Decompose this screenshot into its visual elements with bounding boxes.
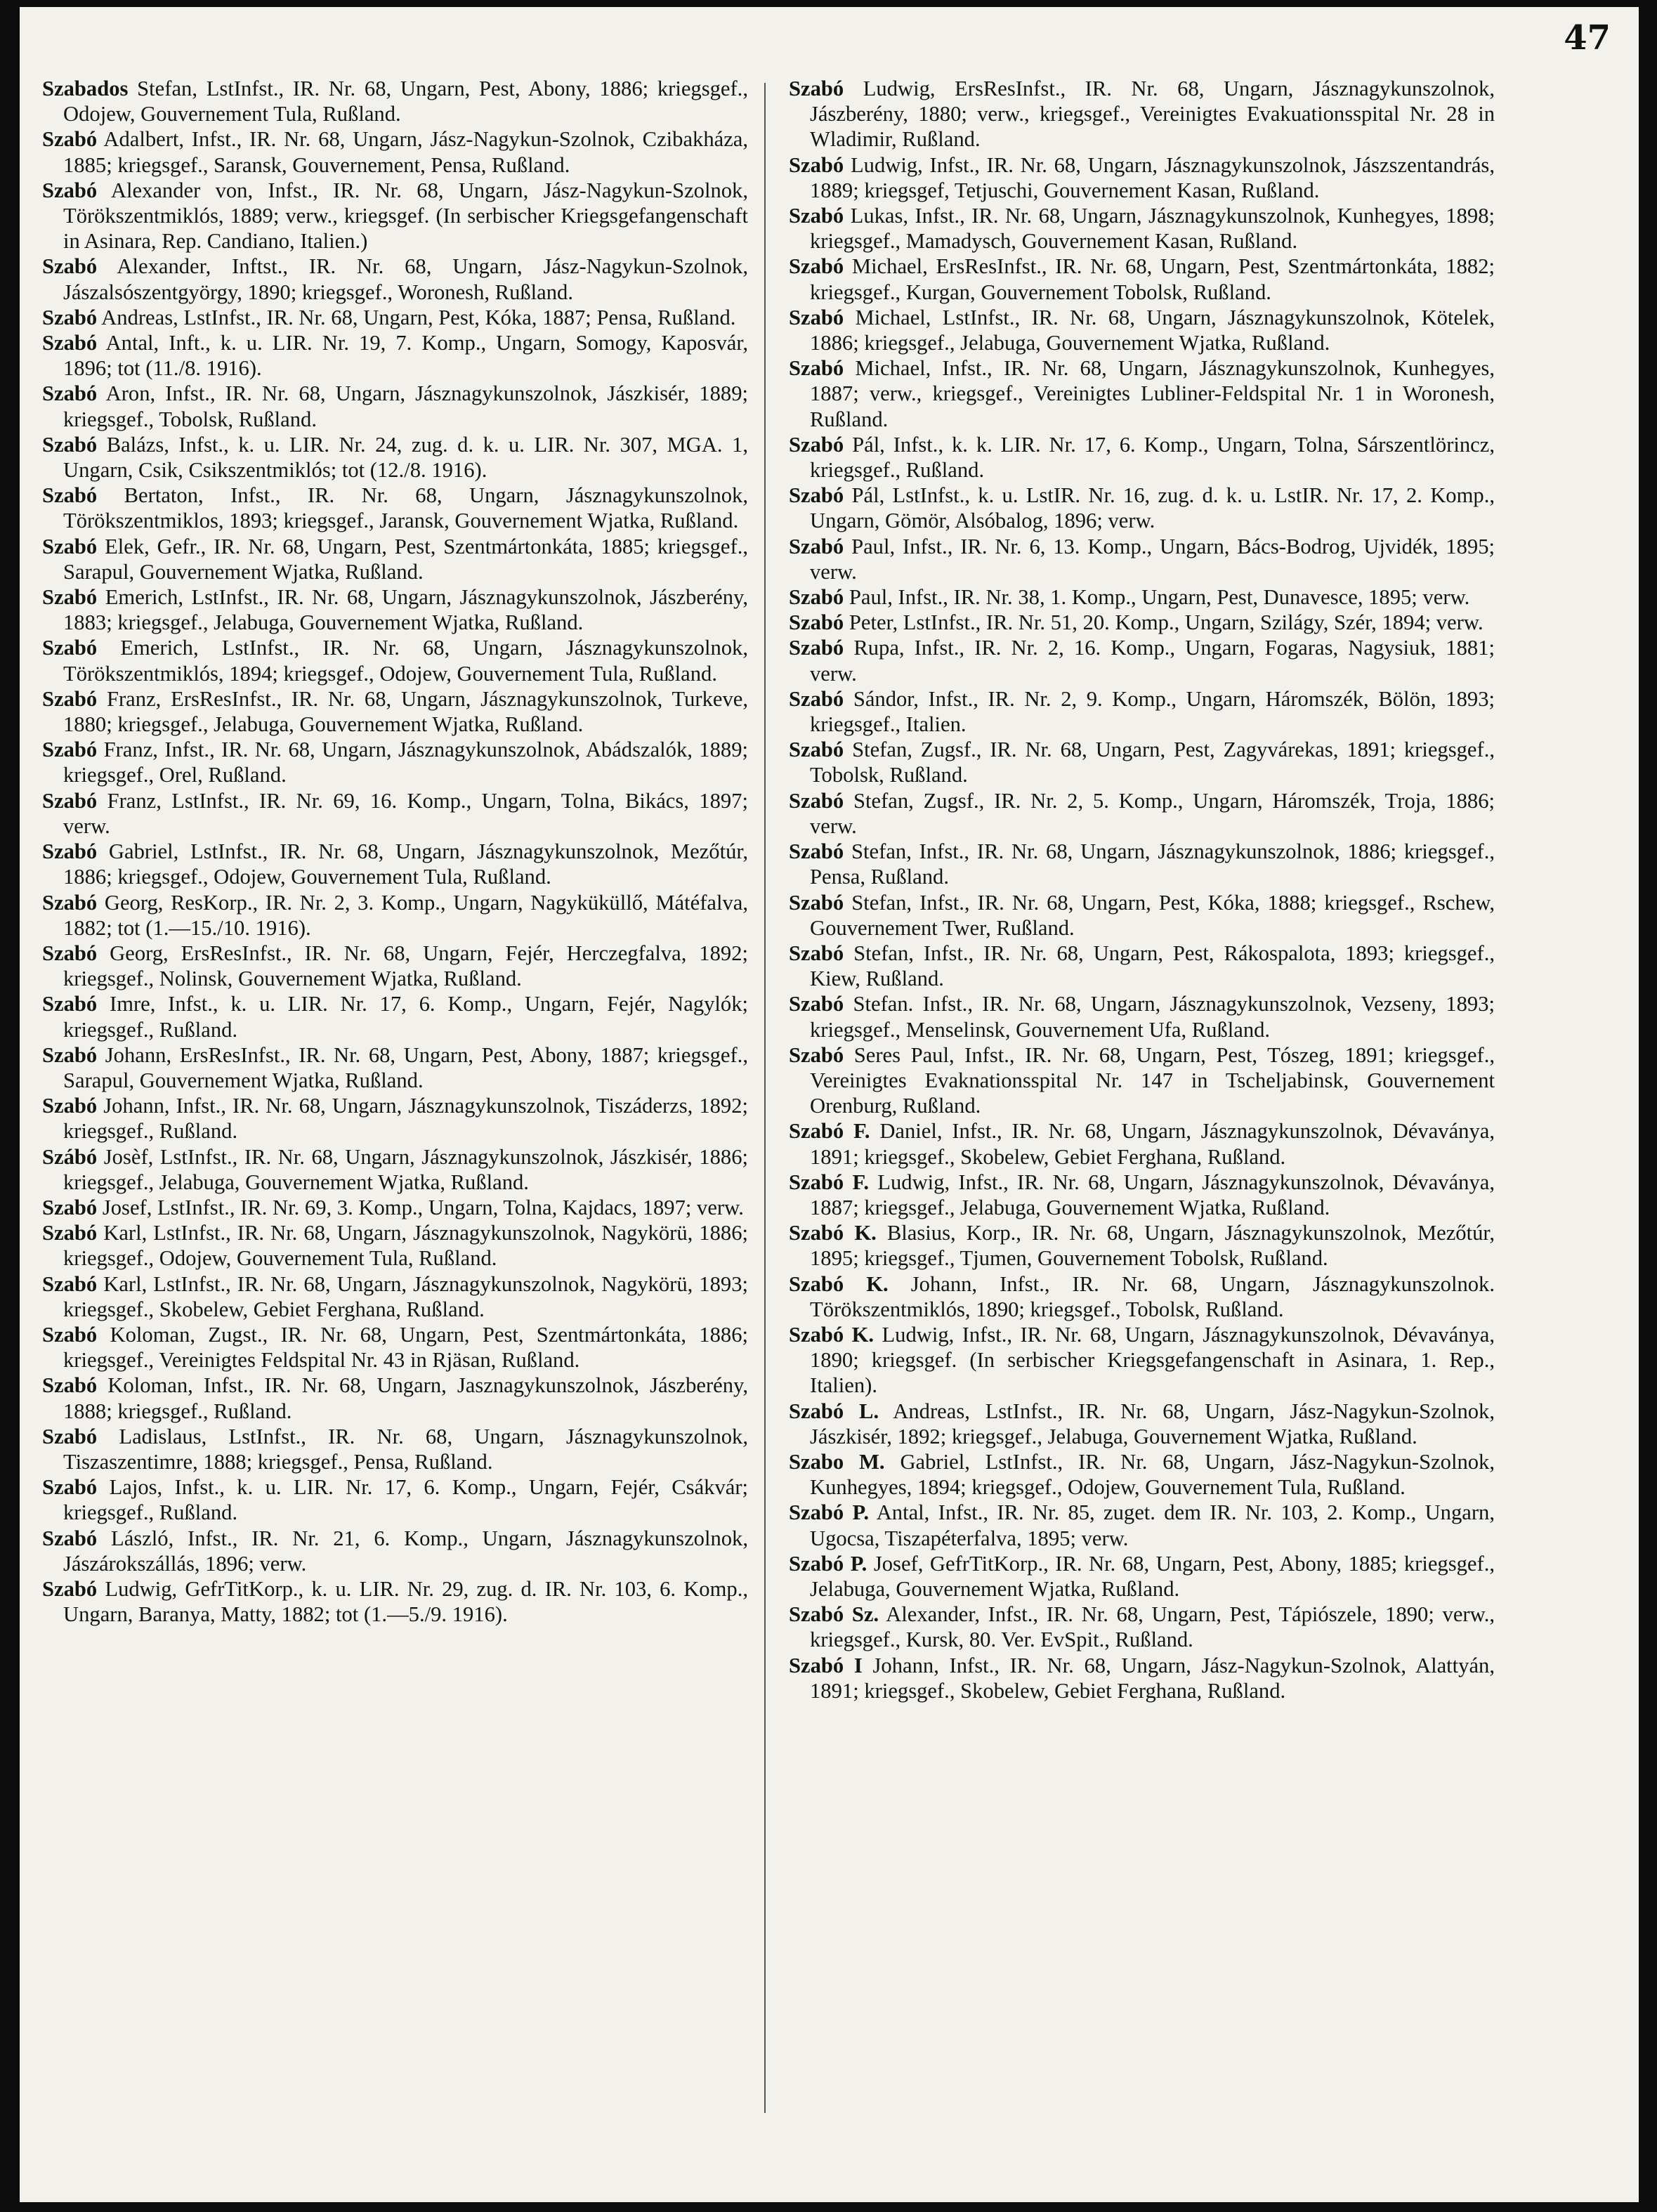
entry-surname: Szabó [789, 738, 844, 762]
entry-details: Josef, LstInfst., IR. Nr. 69, 3. Komp., Ungarn, Tolna, Kajdacs, 1897; verw. [102, 1195, 744, 1219]
entry-surname: Szábó [42, 1144, 98, 1169]
entry-details: Stefan, Infst., IR. Nr. 68, Ungarn, Pest, Kóka, 1888; kriegsgef., Rschew, Gouvernement Twer, Rußland. [810, 890, 1495, 940]
entry-surname: Szabó [42, 483, 98, 508]
entry-details: Seres Paul, Infst., IR. Nr. 68, Ungarn, Pest, Tószeg, 1891; kriegsgef., Vereinigtes Evaknationsspital Nr. 147 in Tscheljabinsk, Gouvernement Orenburg, Rußland. [810, 1042, 1495, 1118]
entry-surname: Szabó [789, 305, 844, 329]
page-number: 47 [1564, 18, 1611, 58]
entry-surname: Szabó [42, 381, 98, 406]
entry-details: Ludwig, GefrTitKorp., k. u. LIR. Nr. 29, zug. d. IR. Nr. 103, 6. Komp., Ungarn, Baranya, Matty, 1882; tot (1.—5./9. 1916). [63, 1576, 748, 1627]
entry-surname: Szabó [42, 636, 98, 660]
entry-details: Koloman, Zugst., IR. Nr. 68, Ungarn, Pest, Szentmártonkáta, 1886; kriegsgef., Vereinigtes Feldspital Nr. 43 in Rjäsan, Rußland. [63, 1322, 748, 1373]
entry-surname: Szabó [42, 686, 98, 711]
entry-details: Ludwig, ErsResInfst., IR. Nr. 68, Ungarn, Jásznagykunszolnok, Jászberény, 1880; verw., kriegsgef., Vereinigtes Evakuationsspital Nr. 28 in Wladimir, Rußland. [810, 77, 1495, 152]
entry-details: Franz, Infst., IR. Nr. 68, Ungarn, Jásznagykunszolnok, Abádszalók, 1889; kriegsgef., Orel, Rußland. [63, 738, 748, 787]
entry-surname: Szabó [789, 152, 844, 177]
entry-surname: Szabó [42, 331, 98, 355]
entry-surname: Szabó [789, 585, 844, 610]
entry-details: Paul, Infst., IR. Nr. 38, 1. Komp., Ungarn, Pest, Dunavesce, 1895; verw. [849, 585, 1470, 610]
list-entry [789, 76, 1495, 152]
left-column [42, 76, 748, 1627]
entry-details: Alexander, Inftst., IR. Nr. 68, Ungarn, Jász-Nagykun-Szolnok, Jászalsószentgyörgy, 1890; kriegsgef., Woronesh, Rußland. [63, 254, 748, 304]
list-entry [789, 355, 1495, 432]
entry-surname: Szabó [789, 432, 844, 457]
entry-details: Franz, ErsResInfst., IR. Nr. 68, Ungarn, Jásznagykunszolnok, Turkeve, 1880; kriegsgef., Jelabuga, Gouvernement Wjatka, Rußland. [63, 686, 748, 737]
list-entry [42, 1195, 748, 1220]
entry-surname: Szabó [42, 1195, 98, 1219]
entry-surname: Szabo M. [789, 1449, 885, 1474]
entry-details: Imre, Infst., k. u. LIR. Nr. 17, 6. Komp., Ungarn, Fejér, Nagylók; kriegsgef., Rußland. [63, 992, 749, 1042]
list-entry [42, 941, 748, 991]
entry-surname: Szabó [789, 356, 844, 381]
entry-surname: Szabó P. [789, 1500, 870, 1525]
entry-surname: Szabó Sz. [789, 1602, 879, 1627]
entry-surname: Szabó [42, 1042, 98, 1067]
entry-surname: Szabó [42, 1094, 98, 1118]
list-entry [42, 1526, 748, 1576]
list-entry [789, 1322, 1495, 1399]
list-entry [42, 635, 748, 686]
entry-surname: Szabó [42, 788, 98, 813]
list-entry [42, 890, 748, 941]
entry-surname: Szabó [789, 788, 844, 813]
entry-details: Josèf, LstInfst., IR. Nr. 68, Ungarn, Jásznagykunszolnok, Jászkisér, 1886; kriegsgef., Jelabuga, Gouvernement Wjatka, Rußland. [63, 1144, 748, 1194]
list-entry [42, 1220, 748, 1271]
list-entry [42, 686, 748, 737]
list-entry [789, 1399, 1495, 1449]
entry-details: Josef, GefrTitKorp., IR. Nr. 68, Ungarn, Pest, Abony, 1885; kriegsgef., Jelabuga, Gouvernement Wjatka, Rußland. [810, 1551, 1495, 1601]
list-entry [789, 610, 1495, 635]
list-entry [789, 1653, 1495, 1703]
entry-details: Ludwig, Infst., IR. Nr. 68, Ungarn, Jásznagykunszolnok, Dévaványa, 1890; kriegsgef. (In serbischer Kriegsgefangenschaft in Asinara, 1. Rep., Italien). [810, 1322, 1495, 1398]
entry-surname: Szabó [789, 992, 844, 1016]
list-entry [789, 1602, 1495, 1652]
entry-surname: Szabó [42, 1221, 98, 1245]
entry-details: Stefan. Infst., IR. Nr. 68, Ungarn, Jásznagykunszolnok, Vezseny, 1893; kriegsgef., Menselinsk, Gouvernement Ufa, Rußland. [810, 992, 1495, 1042]
entry-surname: Szabó [42, 1373, 98, 1398]
entry-surname: Szabó K. [789, 1221, 877, 1245]
list-entry [789, 584, 1495, 610]
list-entry [789, 1220, 1495, 1271]
entry-details: Johann, ErsResInfst., IR. Nr. 68, Ungarn, Pest, Abony, 1887; kriegsgef., Sarapul, Gouvernement Wjatka, Rußland. [63, 1042, 748, 1092]
entry-details: Gabriel, LstInfst., IR. Nr. 68, Ungarn, Jásznagykunszolnok, Mezőtúr, 1886; kriegsgef., Odojew, Gouvernement Tula, Rußland. [63, 839, 748, 889]
entry-details: László, Infst., IR. Nr. 21, 6. Komp., Ungarn, Jásznagykunszolnok, Jászárokszállás, 1896; verw. [63, 1526, 749, 1576]
entry-details: Georg, ErsResInfst., IR. Nr. 68, Ungarn, Fejér, Herczegfalva, 1892; kriegsgef., Nolinsk, Gouvernement Wjatka, Rußland. [63, 941, 748, 991]
entry-details: Karl, LstInfst., IR. Nr. 68, Ungarn, Jásznagykunszolnok, Nagykörü, 1886; kriegsgef., Odojew, Gouvernement Tula, Rußland. [63, 1221, 748, 1271]
entry-details: Johann, Infst., IR. Nr. 68, Ungarn, Jász-Nagykun-Szolnok, Alattyán, 1891; kriegsgef., Skobelew, Gebiet Ferghana, Rußland. [810, 1653, 1495, 1703]
entry-details: Rupa, Infst., IR. Nr. 2, 16. Komp., Ungarn, Fogaras, Nagysiuk, 1881; verw. [810, 636, 1495, 686]
entry-details: Aron, Infst., IR. Nr. 68, Ungarn, Jásznagykunszolnok, Jászkisér, 1889; kriegsgef., Tobolsk, Rußland. [63, 381, 748, 431]
entry-details: Koloman, Infst., IR. Nr. 68, Ungarn, Jasznagykunszolnok, Jászberény, 1888; kriegsgef., Rußland. [63, 1373, 748, 1423]
entry-surname: Szabó P. [789, 1551, 867, 1576]
entry-details: Alexander von, Infst., IR. Nr. 68, Ungarn, Jász-Nagykun-Szolnok, Törökszentmiklós, 1889; verw., kriegsgef. (In serbischer Kriegsgefangenschaft in Asinara, Rep. Candiano, Italien.) [63, 178, 748, 254]
entry-surname: Szabó [42, 1424, 98, 1448]
entry-surname: Szabó [42, 738, 98, 762]
entry-surname: Szabó [42, 992, 98, 1016]
entry-details: Sándor, Infst., IR. Nr. 2, 9. Komp., Ungarn, Háromszék, Bölön, 1893; kriegsgef., Italien. [810, 686, 1495, 737]
document-page [20, 7, 1639, 2202]
entry-surname: Szabó F. [789, 1119, 870, 1144]
entry-details: Stefan, LstInfst., IR. Nr. 68, Ungarn, Pest, Abony, 1886; kriegsgef., Odojew, Gouvernement Tula, Rußland. [63, 77, 748, 126]
list-entry [42, 584, 748, 635]
entry-surname: Szabó [42, 1271, 98, 1296]
entry-surname: Szabó [42, 941, 98, 965]
list-entry [42, 1474, 748, 1525]
list-entry [42, 1576, 748, 1627]
entry-surname: Szabó I [789, 1653, 863, 1677]
entry-surname: Szabó [789, 483, 844, 508]
list-entry [789, 839, 1495, 889]
entry-details: Andreas, LstInfst., IR. Nr. 68, Ungarn, Pest, Kóka, 1887; Pensa, Rußland. [101, 305, 736, 329]
list-entry [42, 1424, 748, 1474]
entry-surname: Szabó [42, 178, 98, 202]
entry-surname: Szabó [42, 432, 98, 457]
entry-details: Gabriel, LstInfst., IR. Nr. 68, Ungarn, Jász-Nagykun-Szolnok, Kunhegyes, 1894; kriegsgef., Odojew, Gouvernement Tula, Rußland. [810, 1449, 1495, 1500]
list-entry [42, 432, 748, 483]
list-entry [42, 1373, 748, 1423]
entry-surname: Szabó [42, 1576, 98, 1601]
entry-surname: Szabó [42, 839, 98, 864]
entry-details: Michael, Infst., IR. Nr. 68, Ungarn, Jásznagykunszolnok, Kunhegyes, 1887; verw., kriegsgef., Vereinigtes Lubliner-Feldspital Nr. 1 in Woronesh, Rußland. [810, 356, 1495, 431]
entry-details: Johann, Infst., IR. Nr. 68, Ungarn, Jásznagykunszolnok. Törökszentmiklós, 1890; kriegsgef., Tobolsk, Rußland. [810, 1271, 1495, 1321]
entry-details: Alexander, Infst., IR. Nr. 68, Ungarn, Pest, Tápiószele, 1890; verw., kriegsgef., Kursk, 80. Ver. EvSpit., Rußland. [810, 1602, 1495, 1652]
entry-surname: Szabó [789, 204, 844, 228]
entry-surname: Szabó K. [789, 1271, 889, 1296]
entry-surname: Szabó [789, 254, 844, 279]
entry-details: Franz, LstInfst., IR. Nr. 69, 16. Komp., Ungarn, Tolna, Bikács, 1897; verw. [63, 788, 748, 838]
entry-details: Paul, Infst., IR. Nr. 6, 13. Komp., Ungarn, Bács-Bodrog, Ujvidék, 1895; verw. [810, 534, 1495, 584]
list-entry [789, 534, 1495, 584]
entry-surname: Szabó [789, 1042, 844, 1067]
entry-surname: Szabó [789, 839, 844, 864]
list-entry [789, 1170, 1495, 1220]
list-entry [789, 686, 1495, 737]
entry-surname: Szabó [789, 686, 844, 711]
list-entry [42, 178, 748, 254]
list-entry [42, 1271, 748, 1322]
list-entry [42, 1042, 748, 1093]
list-entry [789, 1500, 1495, 1550]
entry-details: Lajos, Infst., k. u. LIR. Nr. 17, 6. Komp., Ungarn, Fejér, Csákvár; kriegsgef., Rußland. [63, 1475, 749, 1525]
entry-details: Stefan, Infst., IR. Nr. 68, Ungarn, Pest, Rákospalota, 1893; kriegsgef., Kiew, Rußland. [810, 941, 1495, 991]
entry-surname: Szabó [42, 534, 98, 558]
list-entry [42, 126, 748, 177]
entry-surname: Szabó [789, 610, 844, 635]
list-entry [789, 890, 1495, 941]
entry-details: Antal, Inft., k. u. LIR. Nr. 19, 7. Komp., Ungarn, Somogy, Kaposvár, 1896; tot (11./8. 1916). [63, 331, 748, 381]
list-entry [42, 254, 748, 304]
list-entry [42, 1093, 748, 1144]
entry-details: Karl, LstInfst., IR. Nr. 68, Ungarn, Jásznagykunszolnok, Nagykörü, 1893; kriegsgef., Skobelew, Gebiet Ferghana, Rußland. [63, 1271, 748, 1321]
entry-details: Georg, ResKorp., IR. Nr. 2, 3. Komp., Ungarn, Nagyküküllő, Mátéfalva, 1882; tot (1.—15./10. 1916). [63, 890, 748, 940]
list-entry [42, 788, 748, 839]
entry-surname: Szabó [42, 1526, 98, 1550]
entry-details: Ladislaus, LstInfst., IR. Nr. 68, Ungarn, Jásznagykunszolnok, Tiszaszentimre, 1888; kriegsgef., Pensa, Rußland. [63, 1424, 748, 1474]
entry-details: Pál, Infst., k. k. LIR. Nr. 17, 6. Komp., Ungarn, Tolna, Sárszentlörincz, kriegsgef., Rußland. [810, 432, 1495, 483]
entry-surname: Szabó [789, 890, 844, 915]
list-entry [42, 1144, 748, 1195]
column-divider [764, 83, 766, 2113]
list-entry [789, 1042, 1495, 1119]
list-entry [42, 534, 748, 584]
list-entry [42, 991, 748, 1042]
entry-details: Antal, Infst., IR. Nr. 85, zuget. dem IR. Nr. 103, 2. Komp., Ungarn, Ugocsa, Tiszapéterfalva, 1895; verw. [810, 1500, 1495, 1550]
entry-details: Ludwig, Infst., IR. Nr. 68, Ungarn, Jásznagykunszolnok, Jászszentandrás, 1889; kriegsgef, Tetjuschi, Gouvernement Kasan, Rußland. [810, 152, 1495, 202]
entry-details: Pál, LstInfst., k. u. LstIR. Nr. 16, zug. d. k. u. LstIR. Nr. 17, 2. Komp., Ungarn, Gömör, Alsóbalog, 1896; verw. [810, 483, 1495, 533]
list-entry [789, 1551, 1495, 1602]
list-entry [789, 203, 1495, 254]
list-entry [42, 839, 748, 889]
entry-details: Johann, Infst., IR. Nr. 68, Ungarn, Jásznagykunszolnok, Tiszáderzs, 1892; kriegsgef., Rußland. [63, 1094, 749, 1144]
entry-surname: Szabó [789, 77, 844, 100]
list-entry [42, 1322, 748, 1373]
entry-surname: Szabó [789, 941, 844, 965]
entry-details: Blasius, Korp., IR. Nr. 68, Ungarn, Jásznagykunszolnok, Mezőtúr, 1895; kriegsgef., Tjumen, Gouvernement Tobolsk, Rußland. [810, 1221, 1495, 1271]
entry-details: Emerich, LstInfst., IR. Nr. 68, Ungarn, Jásznagykunszolnok, Jászberény, 1883; kriegsgef., Jelabuga, Gouvernement Wjatka, Rußland. [63, 585, 748, 635]
entry-surname: Szabó [42, 890, 98, 915]
list-entry [789, 1118, 1495, 1169]
entry-surname: Szabó [42, 127, 98, 152]
entry-details: Lukas, Infst., IR. Nr. 68, Ungarn, Jásznagykunszolnok, Kunhegyes, 1898; kriegsgef., Mamadysch, Gouvernement Kasan, Rußland. [810, 204, 1495, 254]
list-entry [789, 432, 1495, 483]
right-column [789, 76, 1495, 1703]
entry-surname: Szabó K. [789, 1322, 875, 1347]
entry-details: Ludwig, Infst., IR. Nr. 68, Ungarn, Jásznagykunszolnok, Dévaványa, 1887; kriegsgef., Jelabuga, Gouvernement Wjatka, Rußland. [810, 1170, 1495, 1219]
list-entry [42, 305, 748, 330]
entry-details: Stefan, Infst., IR. Nr. 68, Ungarn, Jásznagykunszolnok, 1886; kriegsgef., Pensa, Rußland. [810, 839, 1495, 889]
entry-surname: Szabó [42, 585, 98, 610]
entry-details: Adalbert, Infst., IR. Nr. 68, Ungarn, Jász-Nagykun-Szolnok, Czibakháza, 1885; kriegsgef., Saransk, Gouvernement, Pensa, Rußland. [63, 127, 749, 177]
entry-details: Daniel, Infst., IR. Nr. 68, Ungarn, Jásznagykunszolnok, Dévaványa, 1891; kriegsgef., Skobelew, Gebiet Ferghana, Rußland. [810, 1119, 1495, 1169]
entry-surname: Szabó [42, 1475, 98, 1500]
entry-details: Michael, ErsResInfst., IR. Nr. 68, Ungarn, Pest, Szentmártonkáta, 1882; kriegsgef., Kurgan, Gouvernement Tobolsk, Rußland. [810, 254, 1495, 304]
entry-details: Peter, LstInfst., IR. Nr. 51, 20. Komp., Ungarn, Szilágy, Szér, 1894; verw. [849, 610, 1484, 635]
entry-surname: Szabó [42, 254, 98, 279]
list-entry [789, 788, 1495, 839]
entry-surname: Szabó F. [789, 1170, 870, 1194]
entry-surname: Szabó [42, 305, 98, 329]
list-entry [789, 1449, 1495, 1500]
list-entry [42, 330, 748, 381]
list-entry [789, 991, 1495, 1042]
list-entry [42, 381, 748, 431]
list-entry [42, 76, 748, 126]
entry-details: Bertaton, Infst., IR. Nr. 68, Ungarn, Jásznagykunszolnok, Törökszentmiklos, 1893; kriegsgef., Jaransk, Gouvernement Wjatka, Rußland. [63, 483, 748, 533]
list-entry [42, 483, 748, 533]
entry-details: Balázs, Infst., k. u. LIR. Nr. 24, zug. d. k. u. LIR. Nr. 307, MGA. 1, Ungarn, Csik, Csikszentmiklós; tot (12./8. 1916). [63, 432, 748, 483]
list-entry [789, 152, 1495, 203]
entry-details: Andreas, LstInfst., IR. Nr. 68, Ungarn, Jász-Nagykun-Szolnok, Jászkisér, 1892; kriegsgef., Jelabuga, Gouvernement Wjatka, Rußland. [810, 1399, 1495, 1448]
list-entry [789, 941, 1495, 991]
entry-surname: Szabó [42, 1322, 98, 1347]
entry-details: Stefan, Zugsf., IR. Nr. 68, Ungarn, Pest, Zagyvárekas, 1891; kriegsgef., Tobolsk, Rußland. [810, 738, 1495, 787]
entry-surname: Szabados [42, 77, 129, 100]
entry-surname: Szabó [789, 534, 844, 558]
entry-details: Elek, Gefr., IR. Nr. 68, Ungarn, Pest, Szentmártonkáta, 1885; kriegsgef., Sarapul, Gouvernement Wjatka, Rußland. [63, 534, 748, 584]
entry-details: Emerich, LstInfst., IR. Nr. 68, Ungarn, Jásznagykunszolnok, Törökszentmiklós, 1894; kriegsgef., Odojew, Gouvernement Tula, Rußland. [63, 636, 748, 686]
entry-surname: Szabó [789, 636, 844, 660]
list-entry [789, 635, 1495, 686]
entry-details: Michael, LstInfst., IR. Nr. 68, Ungarn, Jásznagykunszolnok, Kötelek, 1886; kriegsgef., Jelabuga, Gouvernement Wjatka, Rußland. [810, 305, 1495, 355]
list-entry [789, 483, 1495, 533]
entry-surname: Szabó L. [789, 1399, 879, 1423]
list-entry [789, 737, 1495, 787]
list-entry [789, 254, 1495, 304]
list-entry [42, 737, 748, 787]
list-entry [789, 1271, 1495, 1322]
entry-details: Stefan, Zugsf., IR. Nr. 2, 5. Komp., Ungarn, Háromszék, Troja, 1886; verw. [810, 788, 1495, 838]
list-entry [789, 305, 1495, 355]
